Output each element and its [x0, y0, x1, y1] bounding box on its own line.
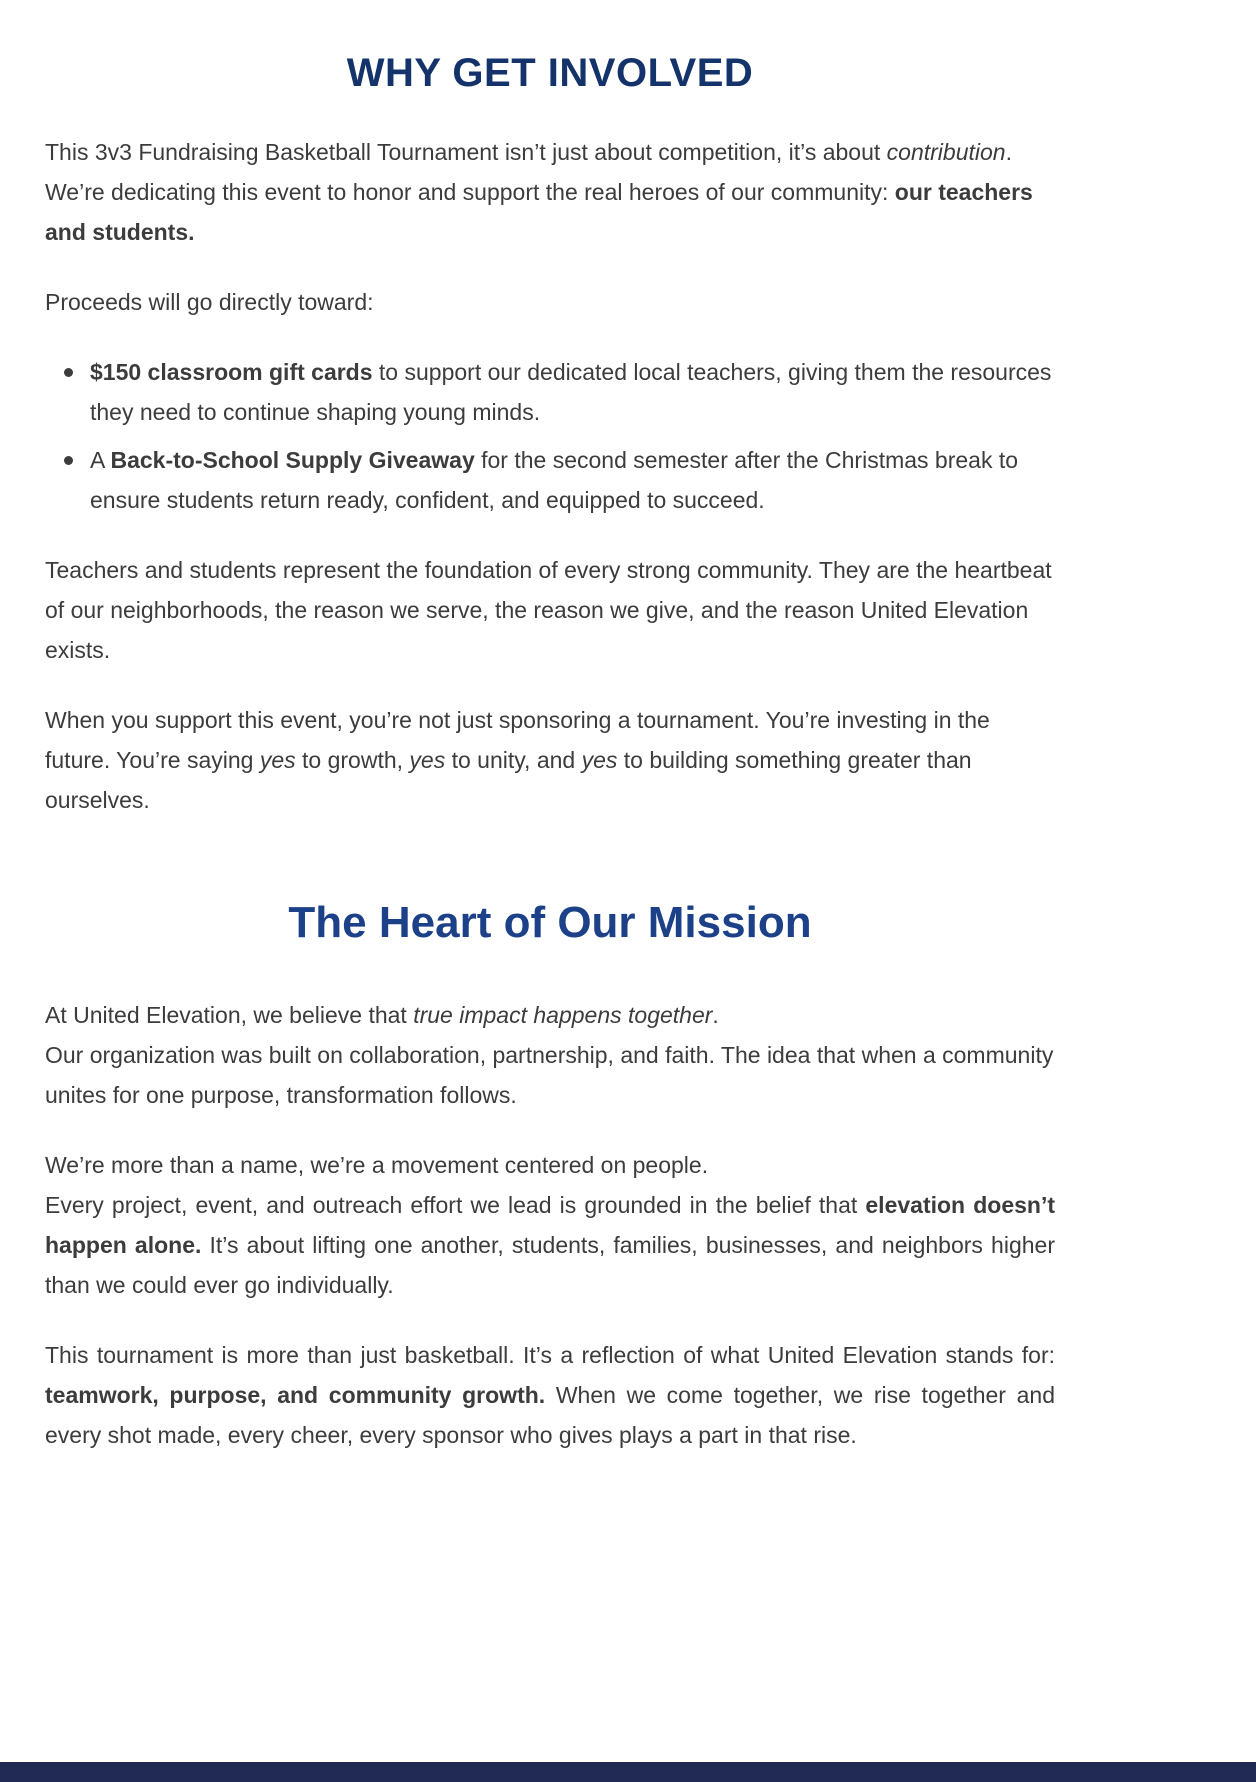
paragraph-teachers-students: Teachers and students represent the foundation of every strong community. They are the heartbeat of our neighborhoods, the reason we serve, the reason we give, and the reason United Elevation exists. [45, 557, 1052, 663]
text-run-bold: teamwork, purpose, and community growth. [45, 1381, 546, 1408]
text-run-italic: yes [409, 747, 446, 773]
paragraph-intro [45, 132, 1055, 252]
bullet-item-gift-cards [45, 352, 1055, 432]
text-run: When you support this event, you’re not just sponsoring a tournament. You’re investing in the future. You’re saying [45, 707, 990, 773]
text-run: This 3v3 Fundraising Basketball Tournament isn’t just about competition, it’s about [45, 139, 887, 165]
text-run: At United Elevation, we believe that [45, 1001, 414, 1028]
text-run-bold: $150 classroom gift cards [90, 359, 373, 385]
text-run: to building something greater than ourselves. [45, 747, 972, 813]
text-run-italic: true impact happens together [413, 1001, 713, 1028]
paragraph-proceeds: Proceeds will go directly toward: [45, 289, 374, 315]
footer-bar [0, 1762, 1256, 1782]
bullet-item-supply-giveaway [45, 440, 1055, 520]
text-run: It’s about lifting one another, students, families, businesses, and neighbors higher than we could ever go individually. [45, 1231, 1055, 1298]
bullet-list [45, 352, 1055, 520]
text-run-italic: yes [259, 747, 296, 773]
text-run-bold: Back-to-School Supply Giveaway [110, 447, 475, 473]
paragraph-movement [45, 1145, 1055, 1305]
text-run: . [1005, 139, 1012, 165]
text-run: . [712, 1001, 719, 1028]
text-run: We’re dedicating this event to honor and support the real heroes of our community: [45, 179, 895, 205]
heading-heart-of-mission: The Heart of Our Mission [288, 898, 812, 947]
text-run: This tournament is more than just basketball. It’s a reflection of what United Elevation stands for: [45, 1341, 1055, 1368]
text-run: When we come together, we rise together and every shot made, every cheer, every sponsor who gives plays a part in that rise. [45, 1381, 1055, 1448]
text-run: for the second semester after the Christmas break to ensure students return ready, confident, and equipped to succeed. [90, 447, 1019, 513]
text-run: We’re more than a name, we’re a movement centered on people. [45, 1151, 709, 1178]
text-run-bold: our teachers and students. [45, 179, 1033, 245]
text-run: to support our dedicated local teachers, giving them the resources they need to continue shaping young minds. [90, 359, 1052, 425]
text-run: to unity, and [445, 747, 582, 773]
paragraph-true-impact [45, 995, 1055, 1115]
document-content [45, 0, 1055, 1455]
paragraph-support-event [45, 700, 1055, 820]
text-run: Our organization was built on collaboration, partnership, and faith. The idea that when a community unites for one purpose, transformation follows. [45, 1041, 1054, 1108]
text-run: Every project, event, and outreach effort we lead is grounded in the belief that [45, 1191, 866, 1218]
text-run-bold: elevation doesn’t happen alone. [45, 1191, 1055, 1258]
heading-why-get-involved: WHY GET INVOLVED [346, 51, 754, 95]
text-run: to growth, [295, 747, 410, 773]
paragraph-tournament-reflection [45, 1335, 1055, 1455]
text-run-italic: contribution [886, 139, 1006, 165]
text-run-italic: yes [581, 747, 618, 773]
text-run: A [90, 447, 111, 473]
bullet-dot-icon [64, 456, 73, 465]
bullet-dot-icon [64, 368, 73, 377]
